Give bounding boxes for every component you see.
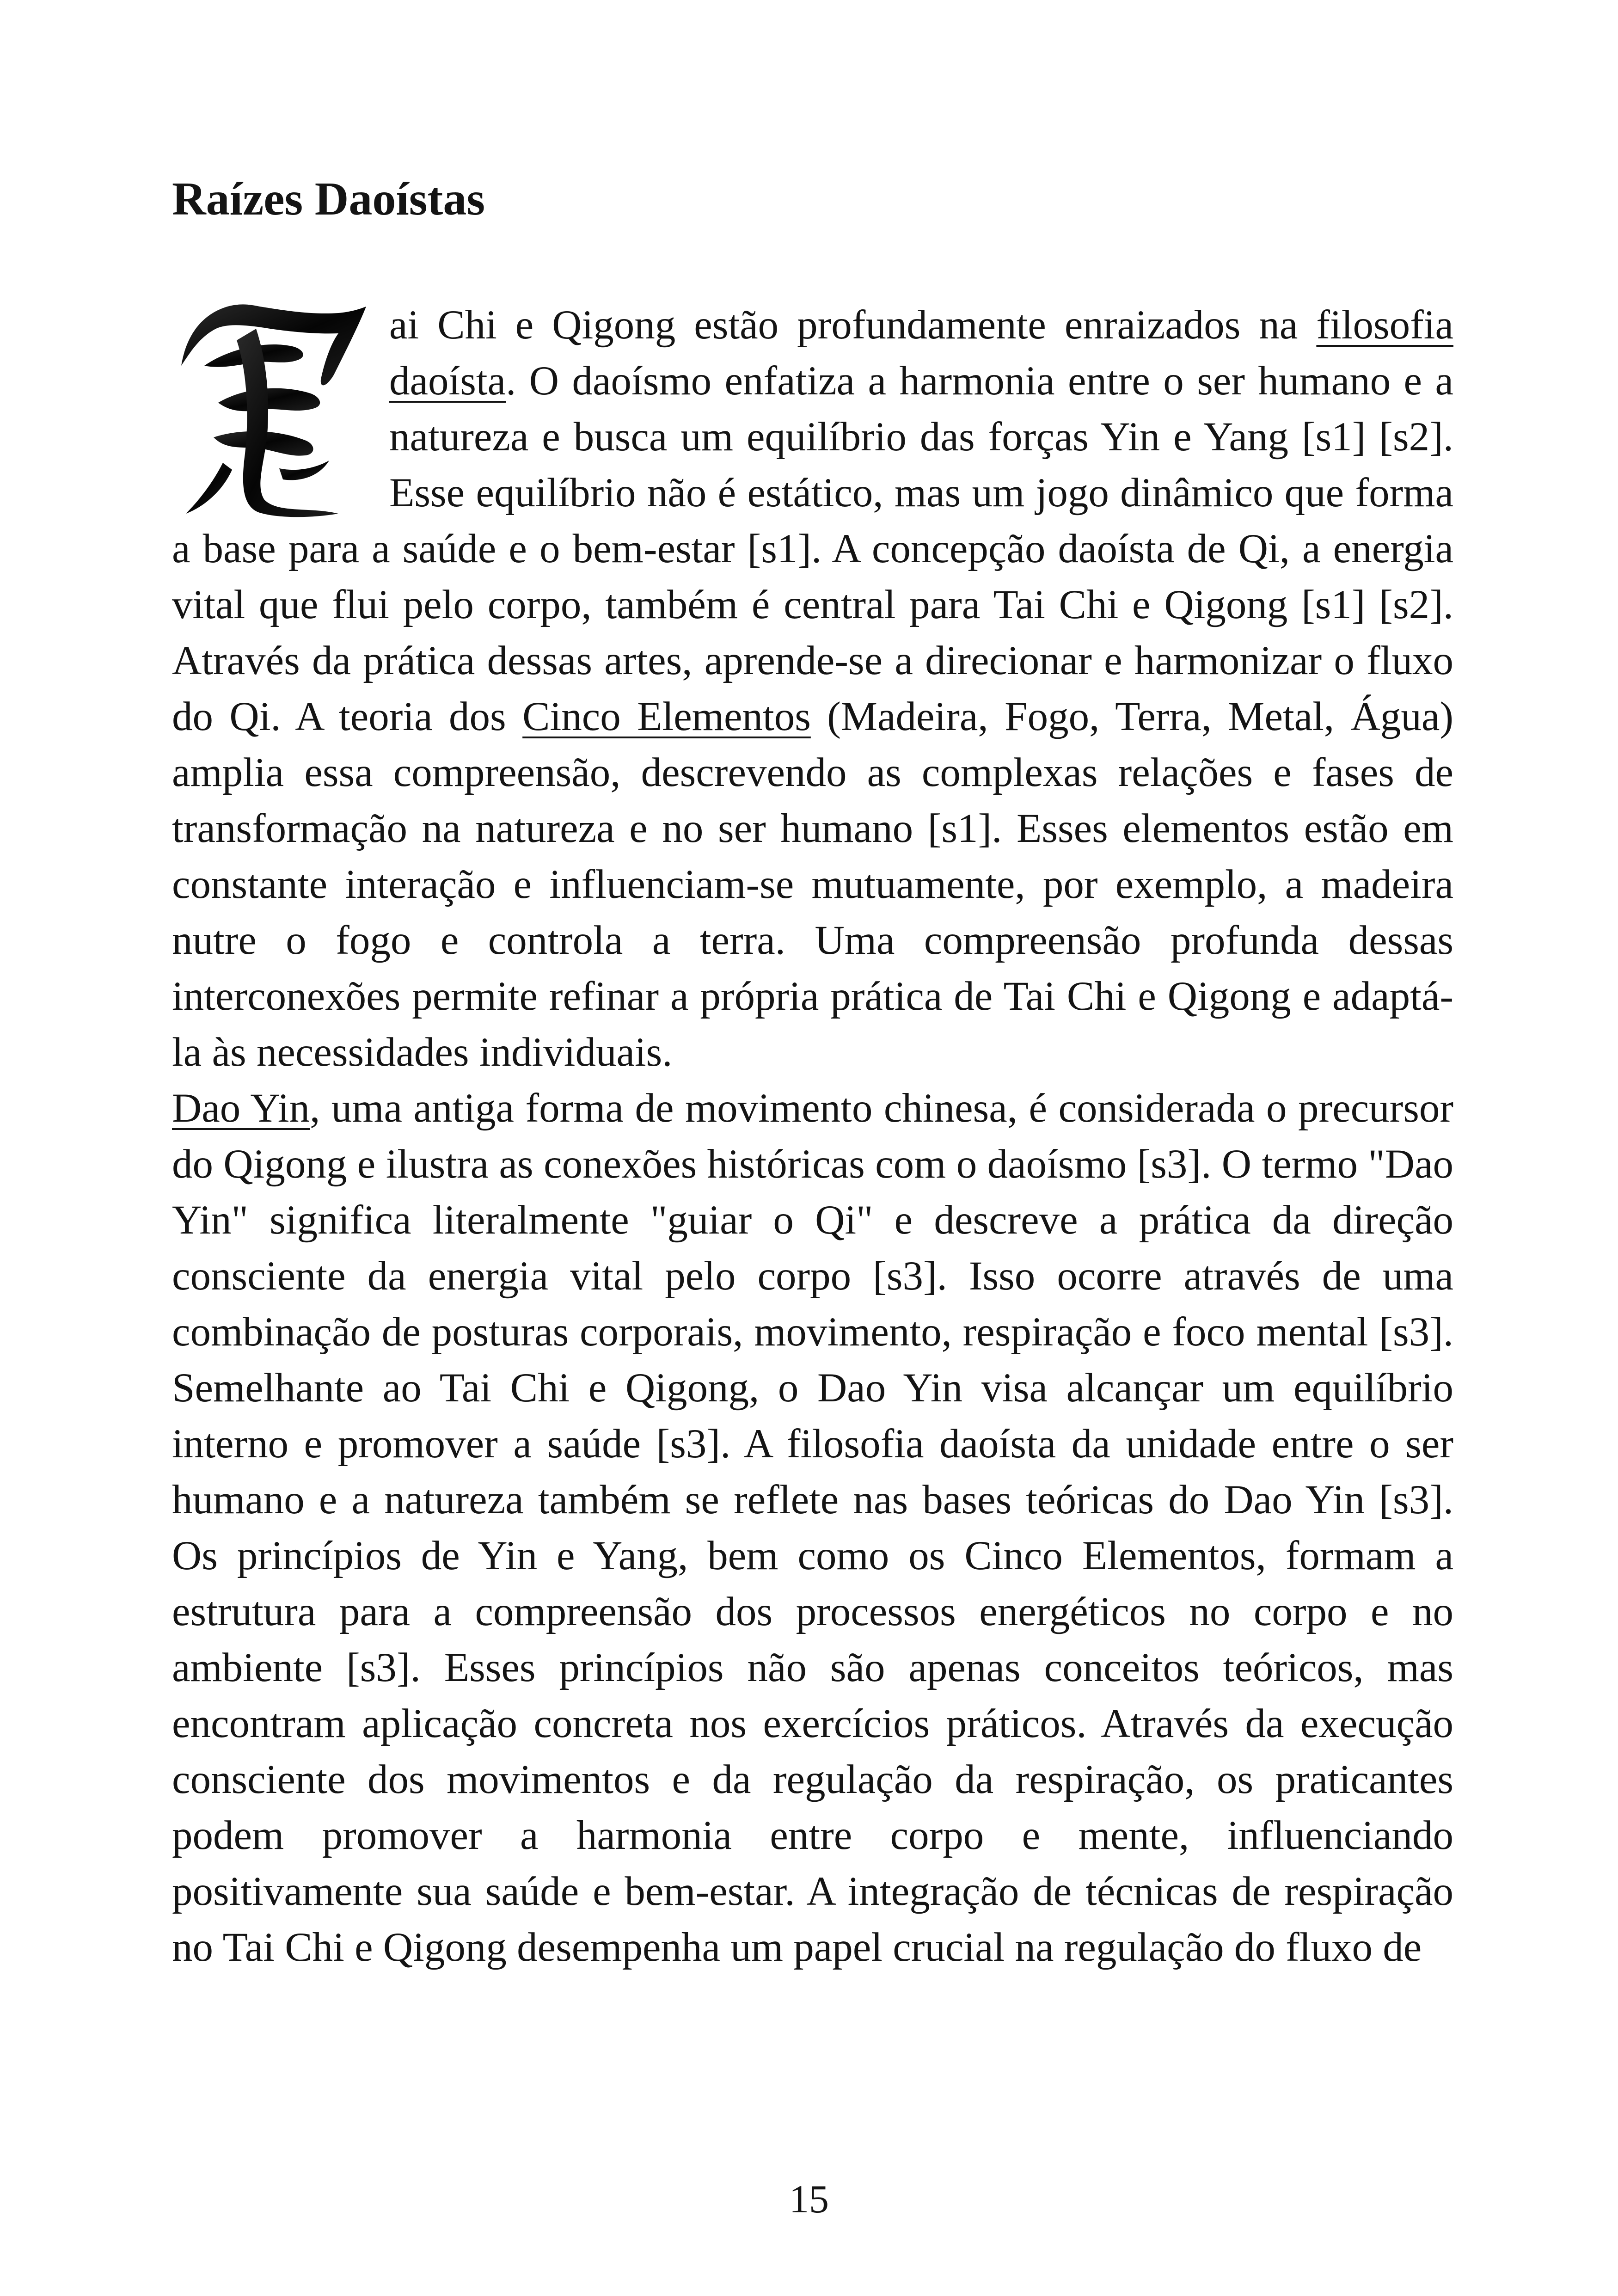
paragraph-1-text-1: ai Chi e Qigong estão profundamente enraizados na xyxy=(389,302,1317,348)
dropcap-t-calligraphy xyxy=(172,296,389,518)
link-filosofia-daoista[interactable]: filosofia daoísta xyxy=(389,302,1453,404)
paragraph-2-text: , uma antiga forma de movimento chinesa, é considerada o precursor do Qigong e ilustra as conexões históricas com o daoísmo [s3]. O termo "Dao Yin" significa literalmente "guiar o Qi" e descreve a prática da direção consciente da energia vital pelo corpo [s3]. Isso ocorre através de uma combinação de posturas corporais, movimento, respiração e foco mental [s3]. Semelhante ao Tai Chi e Qigong, o Dao Yin visa alcançar um equilíbrio interno e promover a saúde [s3]. A filosofia daoísta da unidade entre o ser humano e a natureza também se reflete nas bases teóricas do Dao Yin [s3]. Os princípios de Yin e Yang, bem como os Cinco Elementos, formam a estrutura para a compreensão dos processos energéticos no corpo e no ambiente [s3]. Esses princípios não são apenas conceitos teóricos, mas encontram aplicação concreta nos exercícios práticos. Através da execução consciente dos movimentos e da regulação da respiração, os praticantes podem promover a harmonia entre corpo e mente, influenciando positivamente sua saúde e bem-estar. A integração de técnicas de respiração no Tai Chi e Qigong desempenha um papel crucial na regulação do fluxo de xyxy=(172,1086,1454,1970)
body-text xyxy=(172,297,1453,1976)
paragraph-1 xyxy=(172,297,1453,1080)
paragraph-1-text-2: . O daoísmo enfatiza a harmonia entre o ser humano e a natureza e busca um equilíbrio das forças Yin e Yang [s1] [s2]. Esse equilíbrio não é estático, mas um jogo dinâmico que forma a base para a saúde e o bem-estar [s1]. A concepção daoísta de Qi, a energia vital que flui pelo corpo, também é central para Tai Chi e Qigong [s1] [s2]. Através da prática dessas artes, aprende-se a direcionar e harmonizar o fluxo do Qi. A teoria dos xyxy=(172,358,1453,739)
section-heading: Raízes Daoístas xyxy=(172,173,485,225)
paragraph-2 xyxy=(172,1080,1453,1976)
page-number: 15 xyxy=(789,2177,829,2221)
link-cinco-elementos[interactable]: Cinco Elementos xyxy=(522,694,811,739)
paragraph-1-text-3: (Madeira, Fogo, Terra, Metal, Água) amplia essa compreensão, descrevendo as complexas relações e fases de transformação na natureza e no ser humano [s1]. Esses elementos estão em constante interação e influenciam-se mutuamente, por exemplo, a madeira nutre o fogo e controla a terra. Uma compreensão profunda dessas interconexões permite refinar a própria prática de Tai Chi e Qigong e adaptá-la às necessidades individuais. xyxy=(172,694,1453,1075)
link-dao-yin[interactable]: Dao Yin xyxy=(172,1086,310,1131)
